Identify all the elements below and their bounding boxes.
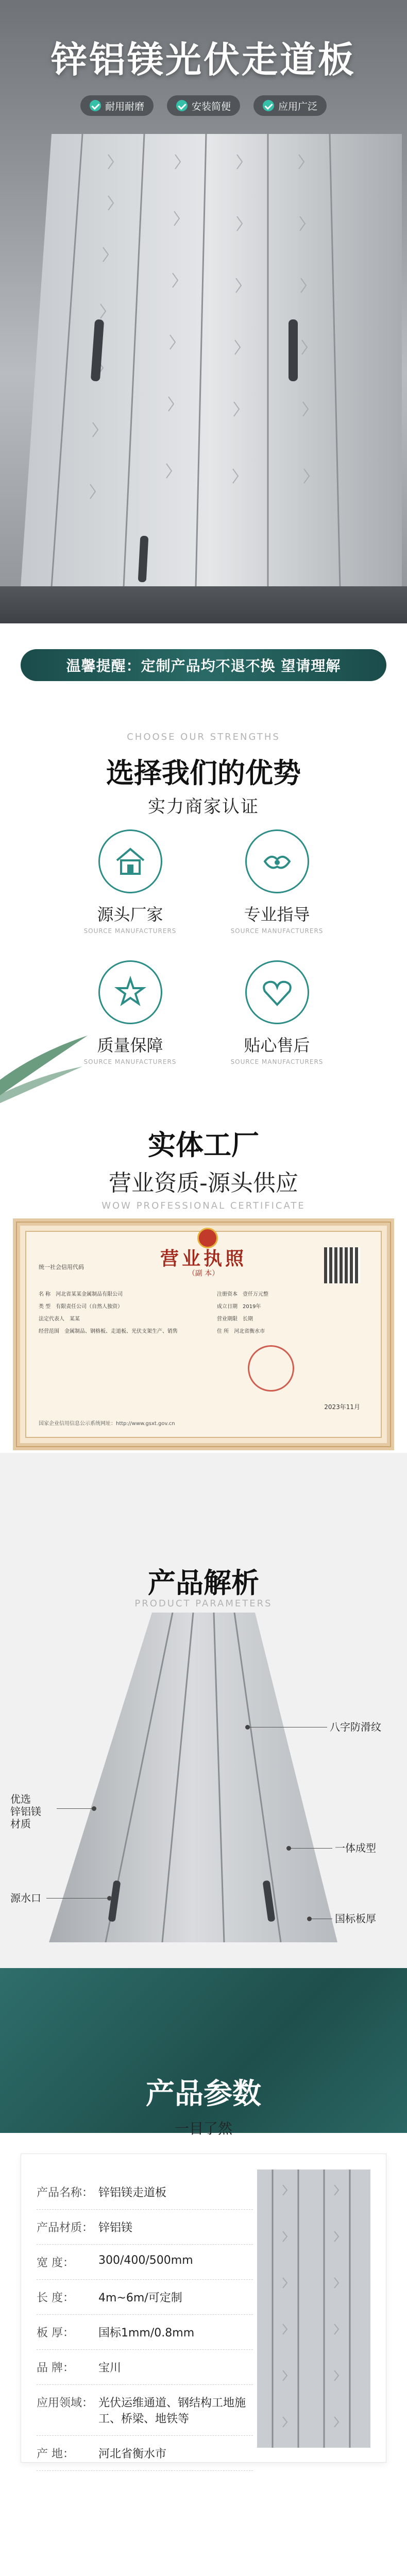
factory-subtitle: 营业资质-源头供应 — [109, 1170, 298, 1196]
strengths-subtitle: 实力商家认证 — [148, 796, 259, 817]
params-row: 产 地： 河北省衡水市 — [37, 2436, 253, 2471]
hero-feature-label: 安装简便 — [191, 100, 231, 112]
analysis-en: PRODUCT PARAMETERS — [134, 1598, 273, 1609]
callout-material: 优选 锌铝镁 材质 — [10, 1793, 41, 1830]
params-subtitle: 一目了然 — [174, 2120, 232, 2137]
params-row: 板 厚： 国标1mm/0.8mm — [37, 2315, 253, 2350]
hero-feature-label: 应用广泛 — [278, 100, 318, 112]
license-row: 经营范围 金属制品、钢格板、走道板、光伏支架生产、销售 — [39, 1329, 178, 1334]
hero-section — [0, 0, 407, 623]
hero-product-image — [21, 134, 402, 587]
params-row: 品 牌： 宝川 — [37, 2350, 253, 2385]
strength-en: SOURCE MANUFACTURERS — [230, 1058, 324, 1065]
factory-section — [0, 1108, 407, 1453]
callout-line — [46, 1898, 108, 1899]
analysis-product-image — [49, 1613, 337, 1942]
strengths-en: CHOOSE OUR STRENGTHS — [127, 732, 280, 742]
license-row: 名 称 河北省某某金属制品有限公司 — [39, 1292, 123, 1297]
check-circle-icon — [263, 100, 274, 111]
callout-oneform: 一体成型 — [335, 1842, 376, 1854]
notice-text: 定制产品均不退不换 望请理解 — [141, 657, 341, 674]
hero-feature-list — [0, 95, 407, 116]
check-circle-icon — [176, 100, 188, 111]
callout-antislip: 八字防滑纹 — [330, 1721, 381, 1733]
callout-dot — [107, 1896, 112, 1901]
strength-item-guidance — [204, 829, 350, 935]
strength-label: 专业指导 — [244, 905, 310, 924]
qr-code-icon — [324, 1247, 360, 1283]
license-note: （副 本） — [188, 1269, 219, 1278]
params-title: 产品参数 — [146, 2077, 261, 2111]
license-row: 注册资本 壹仟万元整 — [217, 1292, 268, 1297]
params-row: 产品名称： 锌铝镁走道板 — [37, 2175, 253, 2210]
callout-dot — [245, 1725, 250, 1730]
license-row: 成立日期 2019年 — [217, 1304, 261, 1310]
hero-feature-application — [253, 95, 327, 116]
hero-title: 锌铝镁光伏走道板 — [51, 39, 356, 81]
hero-feature-durable — [80, 95, 154, 116]
callout-drain: 源水口 — [10, 1892, 41, 1904]
license-inner — [25, 1231, 382, 1438]
heart-icon — [245, 960, 309, 1024]
notice-label: 温馨提醒： — [66, 657, 141, 674]
params-row: 长 度： 4m~6m/可定制 — [37, 2280, 253, 2315]
strength-item-source — [57, 829, 204, 935]
analysis-title: 产品解析 — [148, 1567, 259, 1599]
callout-dot — [92, 1806, 96, 1811]
params-card — [21, 2154, 386, 2463]
params-row: 产品材质： 锌铝镁 — [37, 2210, 253, 2245]
params-section — [0, 1968, 407, 2576]
strength-en: SOURCE MANUFACTURERS — [230, 927, 324, 935]
license-bottom-note: 国家企业信用信息公示系统网址：http://www.gsxt.gov.cn — [39, 1421, 175, 1427]
license-date: 2023年11月 — [324, 1403, 360, 1411]
strengths-section — [0, 706, 407, 1108]
license-rows-left — [39, 1289, 209, 1338]
license-row: 类 型 有限责任公司（自然人独资） — [39, 1304, 123, 1310]
params-row: 应用领域： 光伏运维通道、钢结构工地施工、桥梁、地铁等 — [37, 2385, 253, 2436]
strength-label: 贴心售后 — [244, 1036, 310, 1055]
strength-label: 源头厂家 — [97, 905, 163, 924]
license-rows-right — [217, 1289, 371, 1338]
official-seal-icon — [248, 1345, 294, 1392]
callout-thickness: 国标板厚 — [335, 1912, 376, 1925]
strengths-title: 选择我们的优势 — [106, 757, 301, 789]
factory-title: 实体工厂 — [148, 1129, 259, 1161]
license-row: 营业期限 长期 — [217, 1316, 253, 1322]
strength-item-aftersale — [204, 960, 350, 1065]
license-head: 营业执照 — [160, 1248, 247, 1269]
callout-line — [57, 1808, 93, 1809]
handshake-icon — [245, 829, 309, 893]
notice-bar — [21, 649, 386, 681]
check-circle-icon — [90, 100, 101, 111]
strengths-grid — [57, 829, 350, 1065]
strength-label: 质量保障 — [97, 1036, 163, 1055]
factory-en: WOW PROFESSIONAL CERTIFICATE — [101, 1200, 306, 1211]
business-license — [13, 1218, 394, 1450]
params-table — [37, 2175, 253, 2471]
callout-dot — [286, 1846, 291, 1851]
callout-line — [289, 1848, 332, 1849]
strength-en: SOURCE MANUFACTURERS — [83, 1058, 177, 1065]
palm-leaf-decoration — [0, 1025, 88, 1108]
star-badge-icon — [98, 960, 162, 1024]
license-row: 法定代表人 某某 — [39, 1316, 80, 1322]
callout-dot — [307, 1917, 312, 1921]
hero-feature-install — [167, 95, 240, 116]
notice-section — [0, 623, 407, 706]
params-row: 宽 度： 300/400/500mm — [37, 2245, 253, 2280]
license-code-label: 统一社会信用代码 — [39, 1264, 84, 1270]
hero-bottom-strip — [0, 586, 407, 623]
house-icon — [98, 829, 162, 893]
hero-feature-label: 耐用耐磨 — [105, 100, 144, 112]
analysis-section — [0, 1453, 407, 1968]
license-row: 住 所 河北省衡水市 — [217, 1329, 265, 1334]
strength-en: SOURCE MANUFACTURERS — [83, 927, 177, 935]
params-product-image — [257, 2170, 370, 2448]
